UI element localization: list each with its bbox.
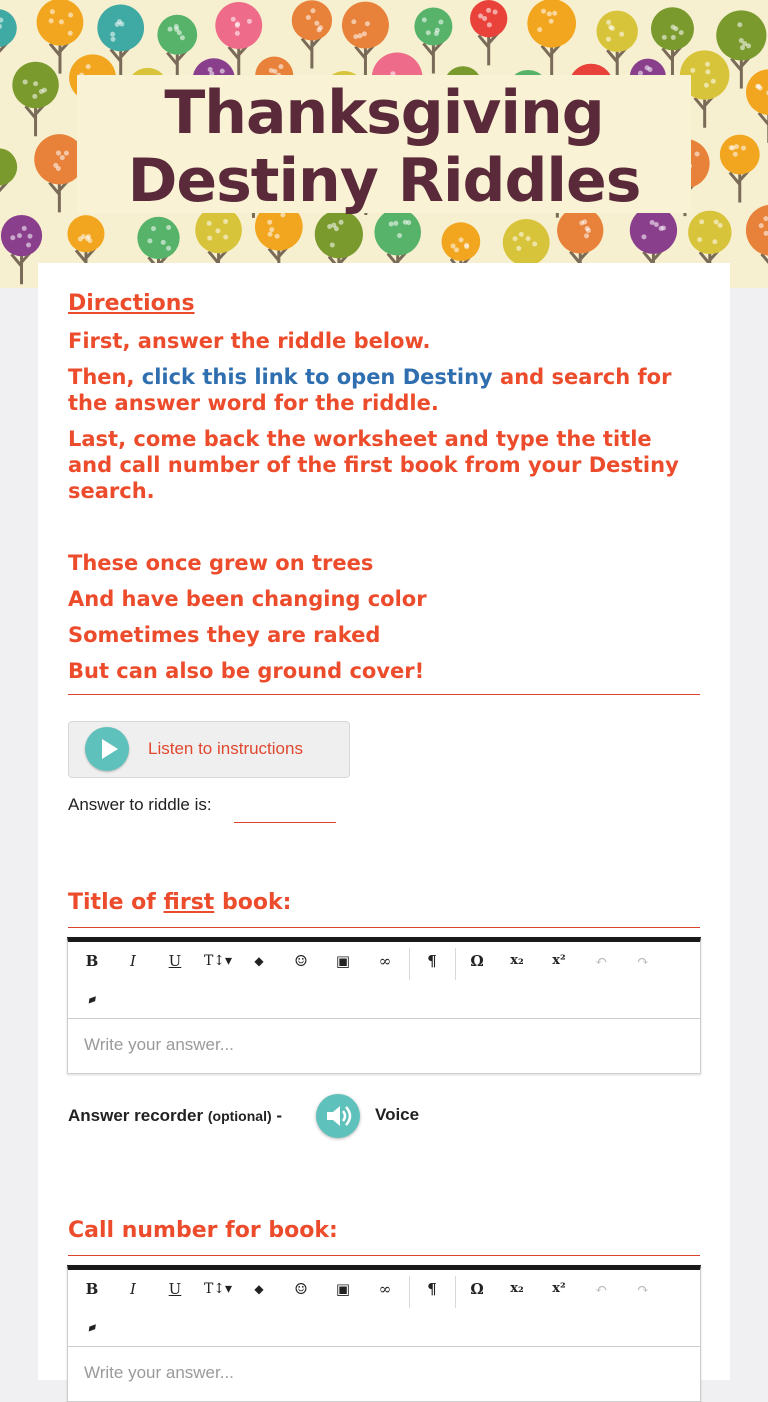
- title-line-2: Destiny Riddles: [127, 146, 641, 216]
- emoji-icon[interactable]: ☺: [294, 1280, 308, 1298]
- divider: [68, 1255, 700, 1256]
- italic-button[interactable]: I: [130, 952, 136, 970]
- answer-recorder-label: [68, 1106, 282, 1126]
- recorder-label-text: Answer recorder: [68, 1106, 204, 1125]
- bold-button[interactable]: B: [85, 952, 99, 970]
- direction-step-1: First, answer the riddle below.: [68, 329, 431, 353]
- page-title: [77, 75, 691, 215]
- special-char-icon[interactable]: Ω: [470, 1280, 484, 1298]
- step-2-prefix: Then,: [68, 365, 142, 389]
- title-answer-editor: [67, 937, 701, 1074]
- link-icon[interactable]: ∞: [378, 952, 392, 970]
- recorder-optional-text: (optional): [207, 1108, 272, 1124]
- editor-toolbar: [68, 1270, 700, 1347]
- directions-heading: Directions: [68, 291, 195, 316]
- recorder-dash: -: [271, 1106, 283, 1125]
- editor-text-area: [68, 1019, 700, 1073]
- underline-button[interactable]: U: [168, 952, 182, 970]
- eraser-icon[interactable]: ▰: [85, 1318, 99, 1336]
- redo-icon[interactable]: ↷: [636, 1280, 650, 1298]
- subscript-button[interactable]: x₂: [510, 1281, 524, 1296]
- text-color-icon[interactable]: ◆: [254, 1282, 264, 1296]
- call-number-heading: Call number for book:: [68, 1218, 338, 1243]
- paragraph-direction-icon[interactable]: ¶: [427, 952, 437, 970]
- emoji-icon[interactable]: ☺: [294, 952, 308, 970]
- italic-button[interactable]: I: [130, 1280, 136, 1298]
- underline-button[interactable]: U: [168, 1280, 182, 1298]
- superscript-button[interactable]: x²: [552, 1281, 566, 1296]
- voice-record-button[interactable]: [316, 1094, 360, 1138]
- riddle-line-4: But can also be ground cover!: [68, 659, 425, 683]
- listen-label: Listen to instructions: [148, 739, 303, 758]
- title-line-1: Thanksgiving: [164, 78, 604, 148]
- undo-icon[interactable]: ↶: [594, 952, 608, 970]
- editor-text-area: [68, 1347, 700, 1401]
- riddle-answer-input[interactable]: [234, 796, 336, 823]
- text-size-button[interactable]: T↕▾: [203, 1281, 233, 1297]
- toolbar-separator: [409, 948, 410, 980]
- eraser-icon[interactable]: ▰: [85, 990, 99, 1008]
- redo-icon[interactable]: ↷: [636, 952, 650, 970]
- answer-label: Answer to riddle is:: [68, 795, 212, 814]
- toolbar-separator: [455, 948, 456, 980]
- direction-step-3: Last, come back the worksheet and type the title and call number of the first book from your Destiny search.: [68, 427, 679, 503]
- undo-icon[interactable]: ↶: [594, 1280, 608, 1298]
- subscript-button[interactable]: x₂: [510, 953, 524, 968]
- call-number-editor: [67, 1265, 701, 1402]
- header-banner: [0, 0, 768, 288]
- superscript-button[interactable]: x²: [552, 953, 566, 968]
- step-2-suffix: and search for the answer word for the riddle.: [68, 365, 672, 415]
- speaker-icon: [316, 1094, 360, 1138]
- toolbar-separator: [409, 1276, 410, 1308]
- title-answer-input[interactable]: [68, 1019, 700, 1071]
- text-color-icon[interactable]: ◆: [254, 954, 264, 968]
- voice-label: Voice: [375, 1105, 420, 1124]
- paragraph-direction-icon[interactable]: ¶: [427, 1280, 437, 1298]
- text-size-button[interactable]: T↕▾: [203, 953, 233, 969]
- title-heading-suffix: book:: [214, 890, 292, 915]
- riddle-line-2: And have been changing color: [68, 587, 427, 611]
- toolbar-separator: [455, 1276, 456, 1308]
- direction-step-2: [68, 364, 698, 416]
- divider: [68, 927, 700, 928]
- listen-instructions-button[interactable]: [68, 721, 350, 778]
- image-icon[interactable]: ▣: [335, 952, 351, 970]
- call-number-input[interactable]: [68, 1347, 700, 1399]
- title-heading-emphasis: first: [163, 890, 215, 915]
- play-icon: [85, 727, 129, 771]
- image-icon[interactable]: ▣: [335, 1280, 351, 1298]
- riddle-line-1: These once grew on trees: [68, 551, 374, 575]
- bold-button[interactable]: B: [85, 1280, 99, 1298]
- editor-toolbar: [68, 942, 700, 1019]
- special-char-icon[interactable]: Ω: [470, 952, 484, 970]
- worksheet-card: [38, 263, 730, 1380]
- link-icon[interactable]: ∞: [378, 1280, 392, 1298]
- divider: [68, 694, 700, 695]
- title-box: [77, 75, 691, 216]
- title-heading-prefix: Title of: [68, 890, 164, 915]
- riddle-line-3: Sometimes they are raked: [68, 623, 381, 647]
- title-section-heading: [68, 890, 291, 915]
- destiny-link[interactable]: click this link to open Destiny: [141, 365, 493, 389]
